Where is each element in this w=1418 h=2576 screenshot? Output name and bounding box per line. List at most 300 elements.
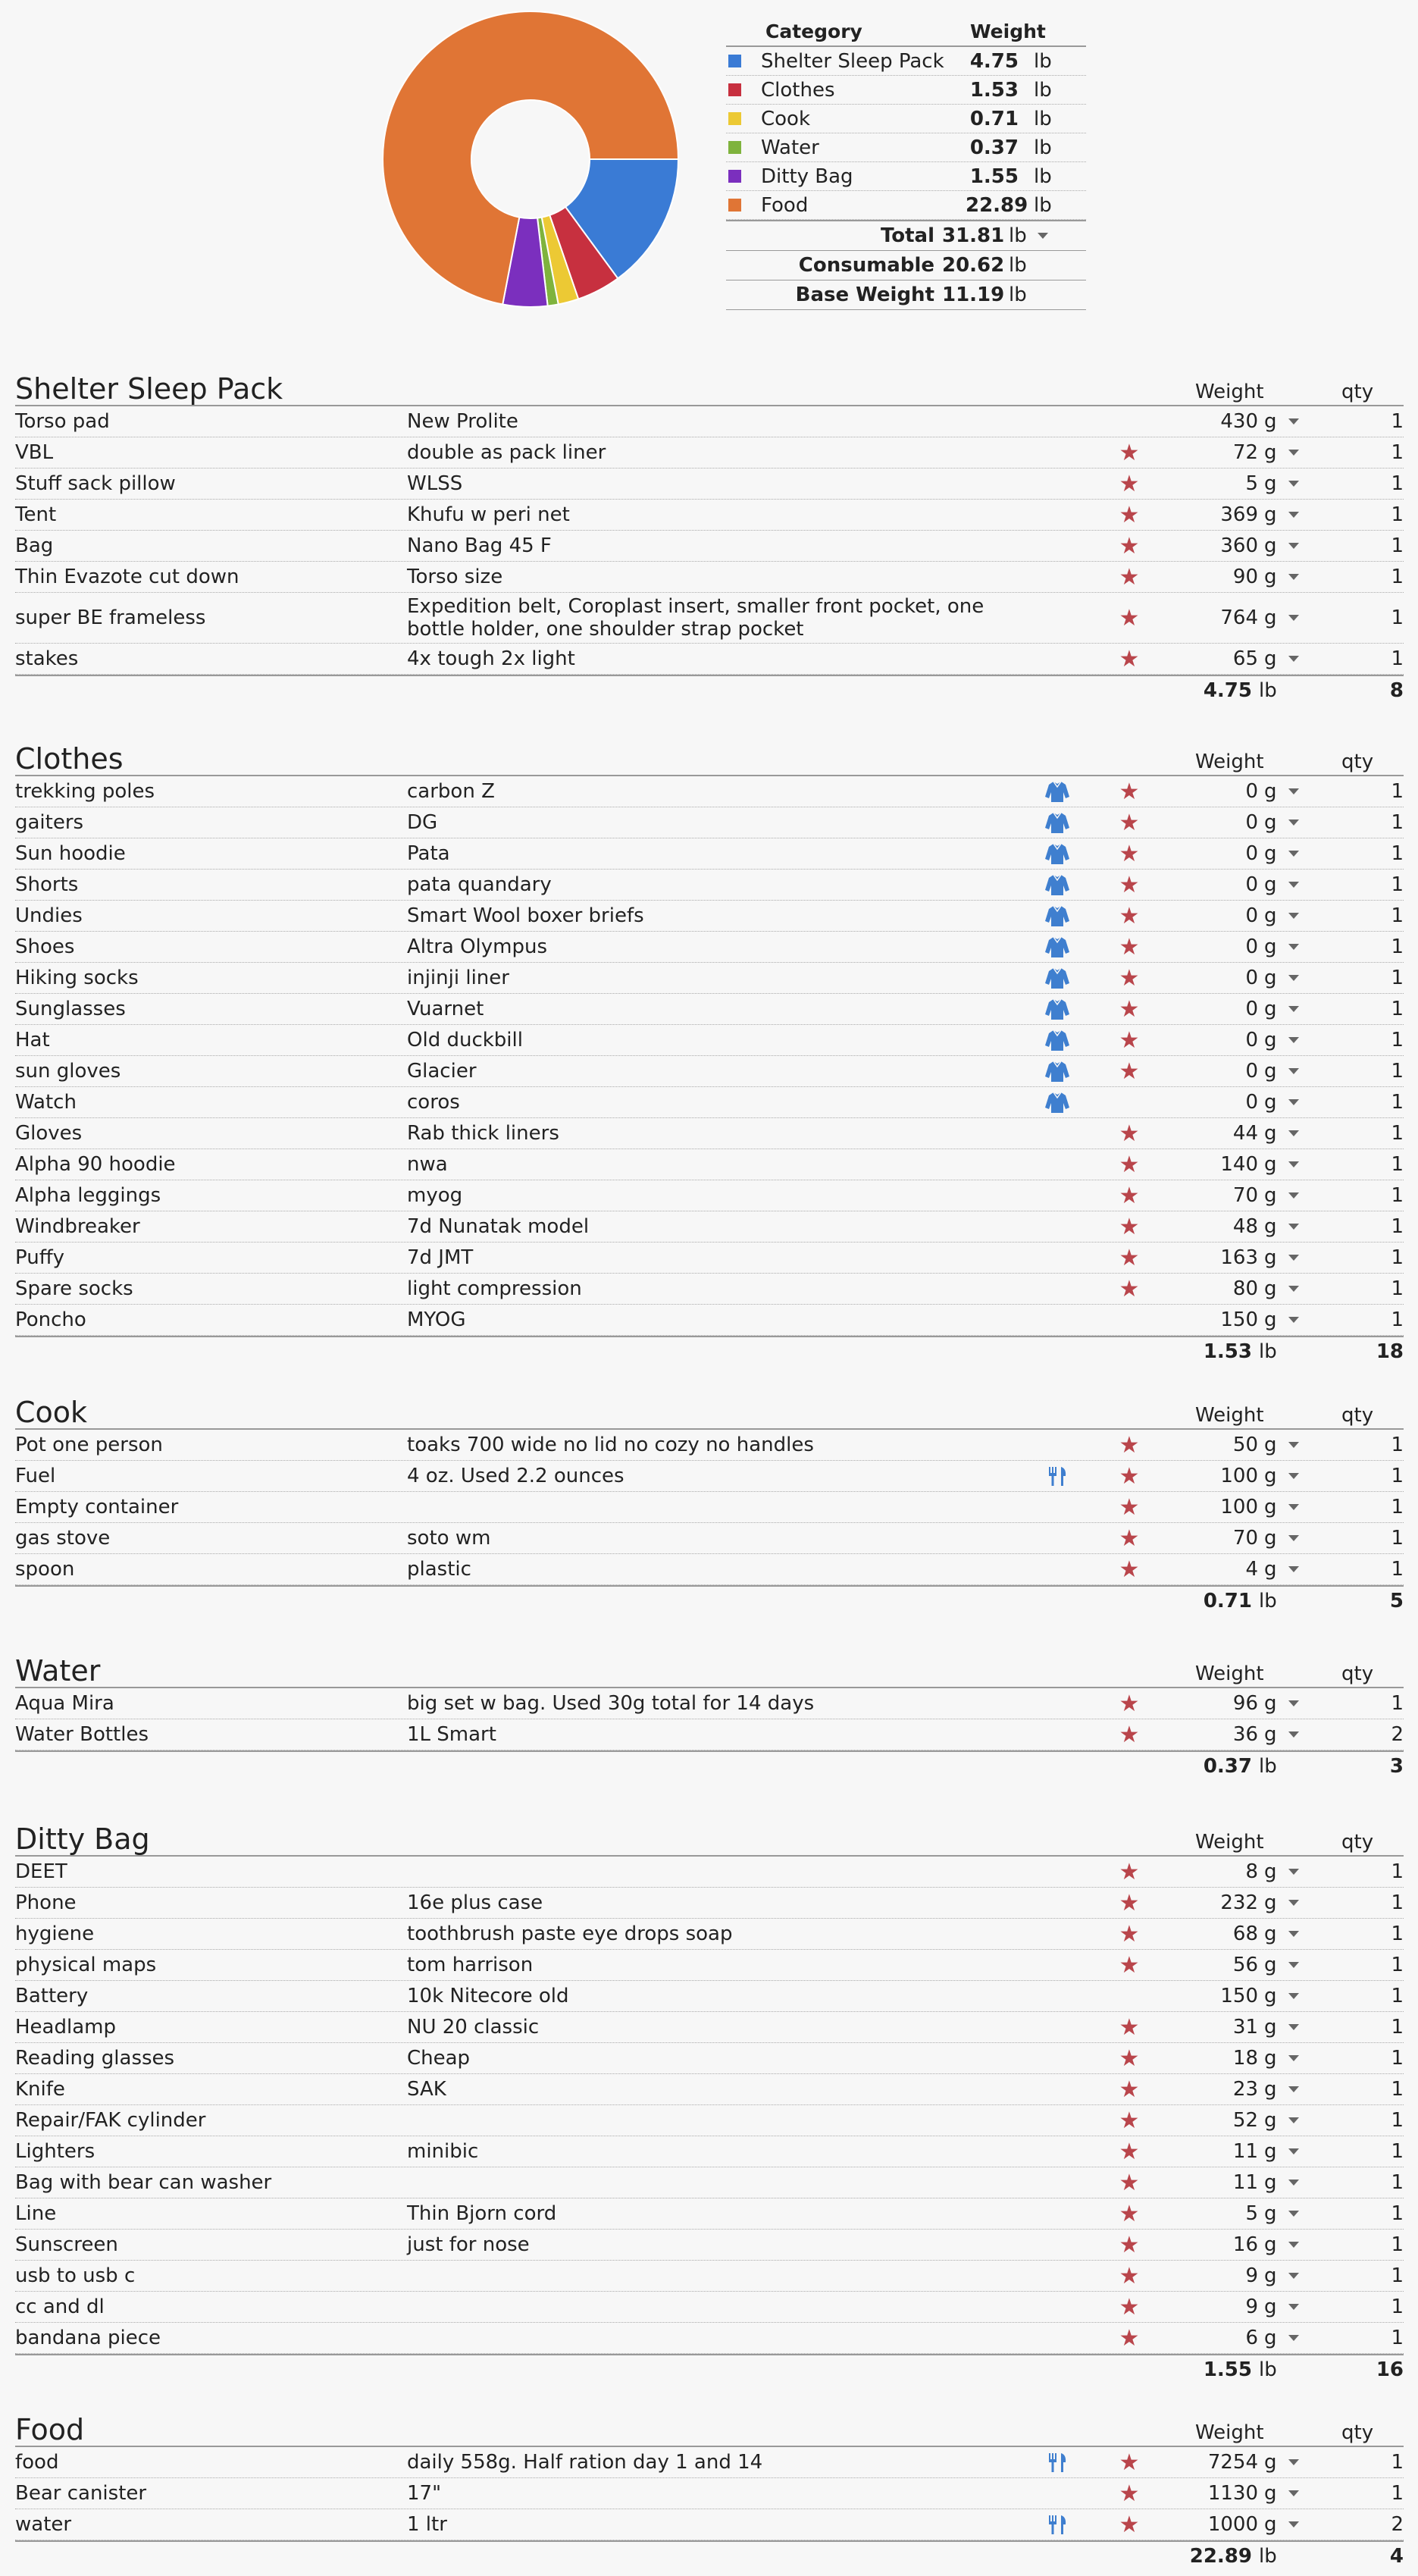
item-qty[interactable]: 1 [1391, 842, 1404, 865]
item-name[interactable]: Bear canister [15, 2482, 147, 2505]
item-name[interactable]: Hiking socks [15, 967, 139, 989]
item-weight[interactable]: 0 [1245, 1060, 1258, 1083]
item-description[interactable]: Smart Wool boxer briefs [407, 904, 644, 927]
item-unit[interactable]: g [1264, 1954, 1277, 1976]
item-weight[interactable]: 0 [1245, 1091, 1258, 1114]
item-qty[interactable]: 1 [1391, 647, 1404, 670]
unit-dropdown-icon[interactable] [1288, 1950, 1299, 1980]
item-unit[interactable]: g [1264, 1277, 1277, 1300]
item-unit[interactable]: g [1264, 998, 1277, 1020]
unit-dropdown-icon[interactable] [1288, 1305, 1299, 1335]
item-unit[interactable]: g [1264, 1527, 1277, 1550]
star-icon[interactable]: ★ [1119, 902, 1140, 929]
star-icon[interactable]: ★ [1119, 563, 1140, 591]
star-icon[interactable]: ★ [1119, 1058, 1140, 1085]
star-icon[interactable]: ★ [1119, 1889, 1140, 1916]
item-weight[interactable]: 68 [1232, 1923, 1258, 1945]
item-unit[interactable]: g [1264, 1891, 1277, 1914]
item-description[interactable]: coros [407, 1091, 460, 1114]
item-description[interactable]: 7d Nunatak model [407, 1215, 590, 1238]
unit-dropdown-icon[interactable] [1288, 2509, 1299, 2540]
item-description[interactable] [407, 2105, 1028, 2136]
star-icon[interactable]: ★ [1119, 2045, 1140, 2072]
item-unit[interactable]: g [1264, 1496, 1277, 1518]
item-weight[interactable]: 11 [1232, 2171, 1258, 2194]
item-name[interactable]: Puffy [15, 1246, 64, 1269]
item-qty[interactable]: 1 [1391, 1891, 1404, 1914]
item-name[interactable]: bandana piece [15, 2327, 161, 2349]
item-weight[interactable]: 360 [1220, 534, 1258, 557]
worn-shirt-icon[interactable] [1031, 1025, 1084, 1055]
item-unit[interactable]: g [1264, 2171, 1277, 2194]
unit-dropdown-icon[interactable] [1038, 233, 1048, 239]
star-icon[interactable]: ★ [1119, 2231, 1140, 2258]
unit-dropdown-icon[interactable] [1288, 2167, 1299, 2198]
item-unit[interactable]: g [1264, 1923, 1277, 1945]
item-unit[interactable]: g [1264, 566, 1277, 588]
item-weight[interactable]: 72 [1232, 441, 1258, 464]
item-weight[interactable]: 16 [1232, 2233, 1258, 2256]
item-qty[interactable]: 1 [1391, 1246, 1404, 1269]
item-description[interactable]: 1 ltr [407, 2513, 447, 2536]
star-icon[interactable]: ★ [1119, 1120, 1140, 1147]
item-unit[interactable]: g [1264, 2140, 1277, 2163]
item-qty[interactable]: 1 [1391, 1860, 1404, 1883]
star-icon[interactable]: ★ [1119, 1026, 1140, 1054]
item-name[interactable]: Watch [15, 1091, 77, 1114]
item-name[interactable]: spoon [15, 1558, 75, 1581]
summary-row[interactable] [726, 105, 1086, 133]
unit-dropdown-icon[interactable] [1288, 2478, 1299, 2509]
item-unit[interactable]: g [1264, 935, 1277, 958]
unit-dropdown-icon[interactable] [1288, 2292, 1299, 2322]
item-name[interactable]: Reading glasses [15, 2047, 175, 2070]
item-description[interactable]: tom harrison [407, 1954, 534, 1976]
unit-dropdown-icon[interactable] [1288, 1554, 1299, 1584]
item-qty[interactable]: 1 [1391, 1527, 1404, 1550]
unit-dropdown-icon[interactable] [1288, 1719, 1299, 1750]
item-weight[interactable]: 48 [1232, 1215, 1258, 1238]
star-icon[interactable]: ★ [1119, 1920, 1140, 1948]
item-qty[interactable]: 1 [1391, 2140, 1404, 2163]
item-qty[interactable]: 1 [1391, 2451, 1404, 2474]
item-description[interactable]: just for nose [407, 2233, 530, 2256]
item-name[interactable]: Knife [15, 2078, 65, 2101]
item-description[interactable]: injinji liner [407, 967, 509, 989]
star-icon[interactable]: ★ [1119, 1151, 1140, 1178]
item-description[interactable]: Expedition belt, Coroplast insert, smaller front pocket, one bottle holder, one shoulder strap pocket [407, 595, 984, 641]
item-weight[interactable]: 430 [1220, 410, 1258, 433]
item-unit[interactable]: g [1264, 1434, 1277, 1456]
unit-dropdown-icon[interactable] [1288, 963, 1299, 993]
category-title[interactable]: Food [15, 2413, 85, 2446]
unit-dropdown-icon[interactable] [1288, 2105, 1299, 2136]
item-unit[interactable]: g [1264, 2264, 1277, 2287]
item-description[interactable]: big set w bag. Used 30g total for 14 days [407, 1692, 815, 1715]
star-icon[interactable]: ★ [1119, 532, 1140, 559]
item-qty[interactable]: 2 [1391, 2513, 1404, 2536]
item-weight[interactable]: 0 [1245, 935, 1258, 958]
unit-dropdown-icon[interactable] [1288, 2447, 1299, 2477]
star-icon[interactable]: ★ [1119, 2324, 1140, 2352]
item-name[interactable]: Shoes [15, 935, 75, 958]
item-description[interactable]: 16e plus case [407, 1891, 543, 1914]
item-unit[interactable]: g [1264, 2482, 1277, 2505]
item-name[interactable]: DEET [15, 1860, 67, 1883]
item-unit[interactable]: g [1264, 2202, 1277, 2225]
star-icon[interactable]: ★ [1119, 2511, 1140, 2538]
unit-dropdown-icon[interactable] [1288, 1243, 1299, 1273]
item-qty[interactable]: 1 [1391, 472, 1404, 495]
unit-dropdown-icon[interactable] [1288, 1492, 1299, 1522]
item-weight[interactable]: 0 [1245, 904, 1258, 927]
unit-dropdown-icon[interactable] [1288, 1087, 1299, 1117]
item-name[interactable]: Phone [15, 1891, 77, 1914]
unit-dropdown-icon[interactable] [1288, 1025, 1299, 1055]
star-icon[interactable]: ★ [1119, 1951, 1140, 1979]
item-unit[interactable]: g [1264, 1246, 1277, 1269]
item-weight[interactable]: 18 [1232, 2047, 1258, 2070]
item-qty[interactable]: 1 [1391, 2327, 1404, 2349]
item-qty[interactable]: 1 [1391, 2202, 1404, 2225]
item-qty[interactable]: 1 [1391, 1434, 1404, 1456]
item-unit[interactable]: g [1264, 1091, 1277, 1114]
item-name[interactable]: Windbreaker [15, 1215, 140, 1238]
item-unit[interactable]: g [1264, 1465, 1277, 1487]
unit-dropdown-icon[interactable] [1288, 2261, 1299, 2291]
item-name[interactable]: trekking poles [15, 780, 155, 803]
item-unit[interactable]: g [1264, 1723, 1277, 1746]
item-name[interactable]: cc and dl [15, 2296, 105, 2318]
star-icon[interactable]: ★ [1119, 809, 1140, 836]
item-qty[interactable]: 1 [1391, 1277, 1404, 1300]
star-icon[interactable]: ★ [1119, 1690, 1140, 1717]
item-name[interactable]: Empty container [15, 1496, 179, 1518]
star-icon[interactable]: ★ [1119, 871, 1140, 898]
item-description[interactable] [407, 2323, 1028, 2353]
item-weight[interactable]: 0 [1245, 1029, 1258, 1051]
item-unit[interactable]: g [1264, 2327, 1277, 2349]
item-description[interactable]: Glacier [407, 1060, 477, 1083]
item-qty[interactable]: 1 [1391, 1184, 1404, 1207]
item-qty[interactable]: 1 [1391, 2047, 1404, 2070]
item-name[interactable]: Spare socks [15, 1277, 133, 1300]
star-icon[interactable]: ★ [1119, 2293, 1140, 2321]
item-name[interactable]: Tent [15, 503, 57, 526]
item-description[interactable]: 7d JMT [407, 1246, 474, 1269]
item-description[interactable]: light compression [407, 1277, 582, 1300]
star-icon[interactable]: ★ [1119, 470, 1140, 497]
item-description[interactable] [407, 2167, 1028, 2198]
item-weight[interactable]: 150 [1220, 1985, 1258, 2007]
item-qty[interactable]: 1 [1391, 2482, 1404, 2505]
item-unit[interactable]: g [1264, 2109, 1277, 2132]
category-title[interactable]: Water [15, 1654, 101, 1688]
item-description[interactable]: Cheap [407, 2047, 471, 2070]
item-description[interactable] [407, 2261, 1028, 2291]
item-description[interactable]: 4x tough 2x light [407, 647, 575, 670]
item-name[interactable]: VBL [15, 441, 54, 464]
item-name[interactable]: Battery [15, 1985, 89, 2007]
item-weight[interactable]: 8 [1245, 1860, 1258, 1883]
item-unit[interactable]: g [1264, 606, 1277, 629]
item-name[interactable]: Undies [15, 904, 83, 927]
unit-dropdown-icon[interactable] [1288, 2323, 1299, 2353]
item-qty[interactable]: 2 [1391, 1723, 1404, 1746]
item-qty[interactable]: 1 [1391, 2078, 1404, 2101]
category-title[interactable]: Cook [15, 1396, 88, 1429]
item-qty[interactable]: 1 [1391, 2109, 1404, 2132]
item-name[interactable]: Line [15, 2202, 57, 2225]
item-weight[interactable]: 100 [1220, 1465, 1258, 1487]
item-unit[interactable]: g [1264, 1985, 1277, 2007]
item-description[interactable] [407, 1857, 1028, 1887]
item-qty[interactable]: 1 [1391, 1153, 1404, 1176]
star-icon[interactable]: ★ [1119, 1431, 1140, 1459]
item-unit[interactable]: g [1264, 780, 1277, 803]
item-qty[interactable]: 1 [1391, 780, 1404, 803]
unit-dropdown-icon[interactable] [1288, 1888, 1299, 1918]
item-description[interactable]: New Prolite [407, 410, 518, 433]
item-qty[interactable]: 1 [1391, 811, 1404, 834]
unit-dropdown-icon[interactable] [1288, 644, 1299, 674]
star-icon[interactable]: ★ [1119, 840, 1140, 867]
item-qty[interactable]: 1 [1391, 2233, 1404, 2256]
item-description[interactable]: 17" [407, 2482, 442, 2505]
item-description[interactable]: carbon Z [407, 780, 495, 803]
star-icon[interactable]: ★ [1119, 2449, 1140, 2476]
unit-dropdown-icon[interactable] [1288, 469, 1299, 499]
item-weight[interactable]: 96 [1232, 1692, 1258, 1715]
worn-shirt-icon[interactable] [1031, 1056, 1084, 1086]
item-unit[interactable]: g [1264, 1122, 1277, 1145]
star-icon[interactable]: ★ [1119, 2480, 1140, 2507]
star-icon[interactable]: ★ [1119, 439, 1140, 466]
item-name[interactable]: Torso pad [15, 410, 110, 433]
item-name[interactable]: Alpha leggings [15, 1184, 161, 1207]
star-icon[interactable]: ★ [1119, 2013, 1140, 2041]
item-weight[interactable]: 163 [1220, 1246, 1258, 1269]
item-description[interactable]: SAK [407, 2078, 446, 2101]
item-weight[interactable]: 0 [1245, 873, 1258, 896]
item-description[interactable]: MYOG [407, 1308, 466, 1331]
star-icon[interactable]: ★ [1119, 1244, 1140, 1271]
item-unit[interactable]: g [1264, 1060, 1277, 1083]
item-name[interactable]: Shorts [15, 873, 79, 896]
item-unit[interactable]: g [1264, 647, 1277, 670]
item-weight[interactable]: 52 [1232, 2109, 1258, 2132]
item-unit[interactable]: g [1264, 2047, 1277, 2070]
item-qty[interactable]: 1 [1391, 534, 1404, 557]
star-icon[interactable]: ★ [1119, 2076, 1140, 2103]
star-icon[interactable]: ★ [1119, 2138, 1140, 2165]
item-name[interactable]: Aqua Mira [15, 1692, 114, 1715]
unit-dropdown-icon[interactable] [1288, 2230, 1299, 2260]
item-qty[interactable]: 1 [1391, 566, 1404, 588]
item-qty[interactable]: 1 [1391, 1465, 1404, 1487]
item-unit[interactable]: g [1264, 1558, 1277, 1581]
item-qty[interactable]: 1 [1391, 998, 1404, 1020]
item-qty[interactable]: 1 [1391, 1308, 1404, 1331]
unit-dropdown-icon[interactable] [1288, 2043, 1299, 2073]
item-weight[interactable]: 5 [1245, 472, 1258, 495]
item-description[interactable] [407, 1492, 1028, 1522]
item-qty[interactable]: 1 [1391, 904, 1404, 927]
unit-dropdown-icon[interactable] [1288, 1211, 1299, 1242]
item-unit[interactable]: g [1264, 2513, 1277, 2536]
unit-dropdown-icon[interactable] [1288, 1919, 1299, 1949]
item-name[interactable]: gaiters [15, 811, 84, 834]
unit-dropdown-icon[interactable] [1288, 807, 1299, 838]
star-icon[interactable]: ★ [1119, 1493, 1140, 1521]
unit-dropdown-icon[interactable] [1288, 2012, 1299, 2042]
item-name[interactable]: Stuff sack pillow [15, 472, 176, 495]
item-weight[interactable]: 0 [1245, 811, 1258, 834]
item-unit[interactable]: g [1264, 842, 1277, 865]
item-qty[interactable]: 1 [1391, 1558, 1404, 1581]
unit-dropdown-icon[interactable] [1288, 2198, 1299, 2229]
item-name[interactable]: gas stove [15, 1527, 111, 1550]
star-icon[interactable]: ★ [1119, 964, 1140, 992]
item-description[interactable]: minibic [407, 2140, 479, 2163]
item-weight[interactable]: 0 [1245, 998, 1258, 1020]
unit-dropdown-icon[interactable] [1288, 1118, 1299, 1149]
item-weight[interactable]: 11 [1232, 2140, 1258, 2163]
item-weight[interactable]: 140 [1220, 1153, 1258, 1176]
item-weight[interactable]: 0 [1245, 842, 1258, 865]
item-weight[interactable]: 70 [1232, 1184, 1258, 1207]
item-qty[interactable]: 1 [1391, 2296, 1404, 2318]
item-name[interactable]: usb to usb c [15, 2264, 136, 2287]
item-weight[interactable]: 232 [1220, 1891, 1258, 1914]
item-description[interactable]: Nano Bag 45 F [407, 534, 552, 557]
star-icon[interactable]: ★ [1119, 2262, 1140, 2289]
item-description[interactable]: myog [407, 1184, 463, 1207]
item-unit[interactable]: g [1264, 472, 1277, 495]
item-weight[interactable]: 6 [1245, 2327, 1258, 2349]
category-title[interactable]: Shelter Sleep Pack [15, 372, 283, 406]
item-weight[interactable]: 23 [1232, 2078, 1258, 2101]
item-qty[interactable]: 1 [1391, 441, 1404, 464]
item-name[interactable]: Repair/FAK cylinder [15, 2109, 206, 2132]
item-name[interactable]: food [15, 2451, 59, 2474]
item-qty[interactable]: 1 [1391, 503, 1404, 526]
item-weight[interactable]: 5 [1245, 2202, 1258, 2225]
star-icon[interactable]: ★ [1119, 1275, 1140, 1302]
star-icon[interactable]: ★ [1119, 1556, 1140, 1583]
item-weight[interactable]: 65 [1232, 647, 1258, 670]
item-name[interactable]: Sun hoodie [15, 842, 126, 865]
item-qty[interactable]: 1 [1391, 1496, 1404, 1518]
item-qty[interactable]: 1 [1391, 1954, 1404, 1976]
unit-dropdown-icon[interactable] [1288, 1857, 1299, 1887]
unit-dropdown-icon[interactable] [1288, 500, 1299, 530]
item-description[interactable]: Vuarnet [407, 998, 484, 1020]
item-description[interactable]: pata quandary [407, 873, 552, 896]
unit-dropdown-icon[interactable] [1288, 531, 1299, 561]
unit-dropdown-icon[interactable] [1288, 1149, 1299, 1180]
item-qty[interactable]: 1 [1391, 1985, 1404, 2007]
unit-dropdown-icon[interactable] [1288, 776, 1299, 807]
item-unit[interactable]: g [1264, 1215, 1277, 1238]
summary-row[interactable] [726, 191, 1086, 220]
item-weight[interactable]: 7254 [1207, 2451, 1258, 2474]
item-qty[interactable]: 1 [1391, 1029, 1404, 1051]
unit-dropdown-icon[interactable] [1288, 1688, 1299, 1719]
unit-dropdown-icon[interactable] [1288, 2074, 1299, 2104]
item-name[interactable]: Thin Evazote cut down [15, 566, 239, 588]
worn-shirt-icon[interactable] [1031, 1087, 1084, 1117]
star-icon[interactable]: ★ [1119, 778, 1140, 805]
item-unit[interactable]: g [1264, 1308, 1277, 1331]
item-qty[interactable]: 1 [1391, 873, 1404, 896]
unit-dropdown-icon[interactable] [1288, 2136, 1299, 2167]
unit-dropdown-icon[interactable] [1288, 562, 1299, 592]
item-name[interactable]: Gloves [15, 1122, 83, 1145]
item-unit[interactable]: g [1264, 503, 1277, 526]
item-description[interactable]: Rab thick liners [407, 1122, 559, 1145]
item-unit[interactable]: g [1264, 2016, 1277, 2039]
star-icon[interactable]: ★ [1119, 1462, 1140, 1490]
item-unit[interactable]: g [1264, 441, 1277, 464]
item-unit[interactable]: g [1264, 534, 1277, 557]
item-weight[interactable]: 1130 [1207, 2482, 1258, 2505]
item-name[interactable]: Sunglasses [15, 998, 126, 1020]
item-name[interactable]: physical maps [15, 1954, 157, 1976]
item-description[interactable]: Altra Olympus [407, 935, 548, 958]
unit-dropdown-icon[interactable] [1288, 870, 1299, 900]
item-qty[interactable]: 1 [1391, 2016, 1404, 2039]
item-description[interactable]: nwa [407, 1153, 448, 1176]
unit-dropdown-icon[interactable] [1288, 1981, 1299, 2011]
item-weight[interactable]: 0 [1245, 967, 1258, 989]
item-unit[interactable]: g [1264, 1692, 1277, 1715]
item-description[interactable]: double as pack liner [407, 441, 606, 464]
item-qty[interactable]: 1 [1391, 410, 1404, 433]
worn-shirt-icon[interactable] [1031, 994, 1084, 1024]
unit-dropdown-icon[interactable] [1288, 437, 1299, 468]
item-unit[interactable]: g [1264, 1029, 1277, 1051]
item-qty[interactable]: 1 [1391, 606, 1404, 629]
item-name[interactable]: Sunscreen [15, 2233, 118, 2256]
unit-dropdown-icon[interactable] [1288, 901, 1299, 931]
item-description[interactable]: Torso size [407, 566, 503, 588]
item-weight[interactable]: 50 [1232, 1434, 1258, 1456]
item-weight[interactable]: 9 [1245, 2264, 1258, 2287]
item-weight[interactable]: 36 [1232, 1723, 1258, 1746]
item-description[interactable]: Old duckbill [407, 1029, 523, 1051]
item-qty[interactable]: 1 [1391, 1091, 1404, 1114]
star-icon[interactable]: ★ [1119, 1721, 1140, 1748]
item-qty[interactable]: 1 [1391, 2264, 1404, 2287]
item-name[interactable]: Water Bottles [15, 1723, 149, 1746]
item-weight[interactable]: 764 [1220, 606, 1258, 629]
item-name[interactable]: Headlamp [15, 2016, 116, 2039]
star-icon[interactable]: ★ [1119, 604, 1140, 631]
item-unit[interactable]: g [1264, 967, 1277, 989]
item-description[interactable]: Pata [407, 842, 450, 865]
item-name[interactable]: Fuel [15, 1465, 56, 1487]
item-name[interactable]: super BE frameless [15, 606, 206, 629]
category-title[interactable]: Clothes [15, 742, 124, 776]
item-unit[interactable]: g [1264, 1153, 1277, 1176]
item-weight[interactable]: 369 [1220, 503, 1258, 526]
item-weight[interactable]: 0 [1245, 780, 1258, 803]
unit-dropdown-icon[interactable] [1288, 1461, 1299, 1491]
unit-dropdown-icon[interactable] [1288, 1180, 1299, 1211]
item-name[interactable]: Pot one person [15, 1434, 163, 1456]
item-description[interactable]: NU 20 classic [407, 2016, 540, 2039]
